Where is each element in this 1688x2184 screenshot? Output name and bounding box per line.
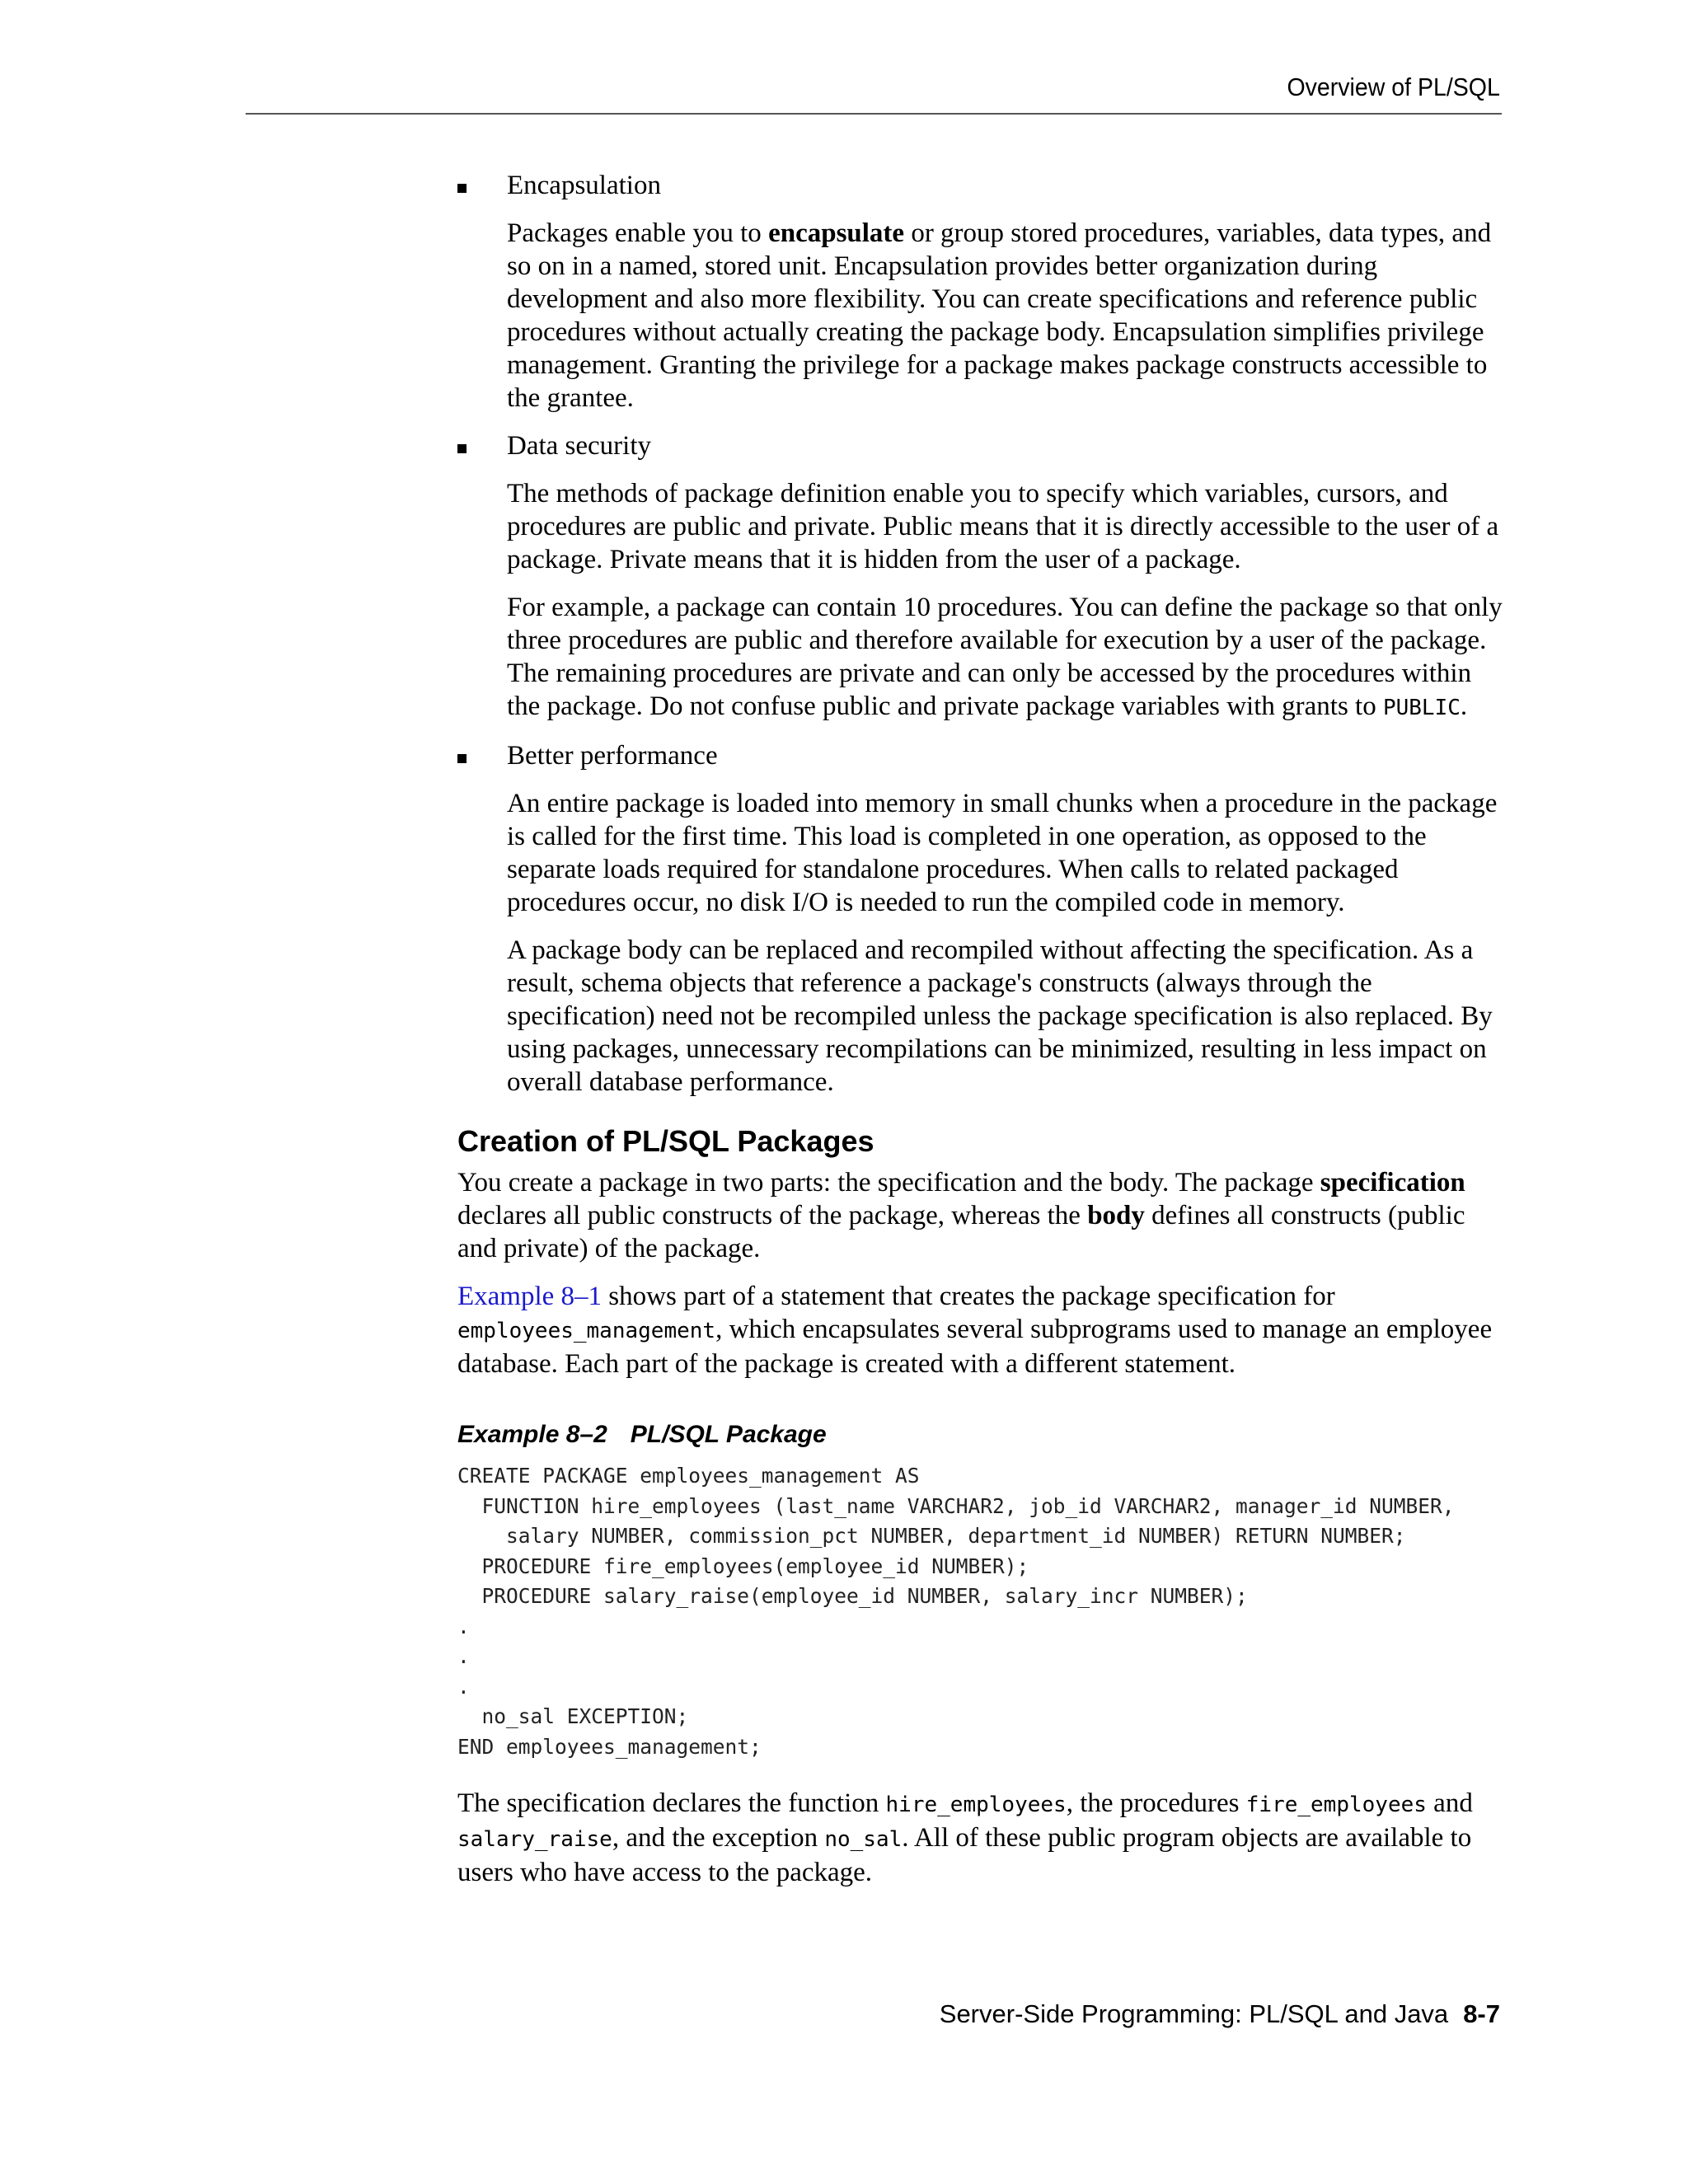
paragraph: An entire package is loaded into memory in small chunks when a procedure in the package is called for the first time. This load is completed in one operation, as opposed to the separate loads required for standalone procedures. When calls to related packaged procedures occur, no disk I/O is needed to run the compiled code in memory. <box>507 789 1498 917</box>
closing-paragraph: The specification declares the function hire_employees, the procedures fire_employees and salary_raise, and the exception no_sal. All of these public program objects are available to users who have access to the package. <box>457 1788 1473 1887</box>
page-content <box>457 169 1504 1904</box>
bold-term: encapsulate <box>768 218 905 248</box>
section-heading: Creation of PL/SQL Packages <box>457 1124 874 1158</box>
bold-term: specification <box>1320 1168 1465 1197</box>
bullet-better-performance <box>457 739 1504 1099</box>
paragraph: The methods of package definition enable you to specify which variables, cursors, and procedures are public and private. Public means that it is directly accessible to the user of a package. Private means that it is hidden from the user of a package. <box>507 479 1499 574</box>
inline-code: salary_raise <box>457 1827 612 1852</box>
inline-code: employees_management <box>457 1319 716 1343</box>
section-intro-paragraph: You create a package in two parts: the specification and the body. The package specification declares all public constructs of the package, whereas the body defines all constructs (public and private) of the package. <box>457 1168 1465 1263</box>
bullet-square-icon <box>457 754 467 763</box>
running-footer <box>940 1999 1500 2029</box>
bold-term: body <box>1087 1201 1145 1230</box>
example-caption <box>457 1420 1504 1450</box>
code-listing: CREATE PACKAGE employees_management AS FUNCTION hire_employees (last_name VARCHAR2, job_id VARCHAR2, manager_id NUMBER, salary NUMBER, commission_pct NUMBER, department_id NUMBER) RETURN NUMBER; PROCEDURE fire_employees(employee_id NUMBER); PROCEDURE salary_raise(employee_id NUMBER, salary_incr NUMBER); . . . no_sal EXCEPTION; END employees_management; <box>457 1464 1455 1759</box>
bullet-title: Data security <box>507 431 652 461</box>
bullet-title: Better performance <box>507 741 718 771</box>
example-number: Example 8–2 <box>457 1421 607 1448</box>
paragraph: A package body can be replaced and recompiled without affecting the specification. As a result, schema objects that reference a package's constructs (always through the specification) need not be recompiled unless the package specification is also replaced. By using packages, unnecessary recompilations can be minimized, resulting in less impact on overall database performance. <box>507 935 1493 1097</box>
bullet-title: Encapsulation <box>507 171 661 200</box>
inline-code: PUBLIC <box>1382 696 1461 720</box>
paragraph: Packages enable you to encapsulate or group stored procedures, variables, data types, and so on in a named, stored unit. Encapsulation provides better organization during development and also more flexibility. You can create specifications and reference public procedures without actually creating the package body. Encapsulation simplifies privilege management. Granting the privilege for a package makes package constructs accessible to the grantee. <box>507 218 1492 413</box>
page-number: 8-7 <box>1463 1999 1500 2028</box>
example-8-1-link[interactable]: Example 8–1 <box>457 1282 603 1311</box>
example-title: PL/SQL Package <box>630 1421 827 1448</box>
bullet-encapsulation <box>457 169 1504 415</box>
header-rule <box>246 113 1502 115</box>
bullet-square-icon <box>457 444 467 453</box>
inline-code: hire_employees <box>885 1793 1067 1817</box>
example-reference-paragraph: Example 8–1 shows part of a statement that creates the package specification for employees_management, which encapsulates several subprograms used to manage an employee database. Each part of the package is created with a different statement. <box>457 1282 1493 1379</box>
inline-code: fire_employees <box>1245 1793 1427 1817</box>
inline-code: no_sal <box>824 1827 903 1852</box>
footer-title: Server-Side Programming: PL/SQL and Java <box>939 1999 1449 2028</box>
bullet-data-security <box>457 429 1504 724</box>
paragraph: For example, a package can contain 10 procedures. You can define the package so that only three procedures are public and therefore available for execution by a user of the package. The remaining procedures are private and can only be accessed by the procedures within the package. Do not confuse public and private package variables with grants to PUBLIC. <box>507 593 1503 721</box>
running-header: Overview of PL/SQL <box>1287 73 1500 101</box>
bullet-square-icon <box>457 184 467 193</box>
